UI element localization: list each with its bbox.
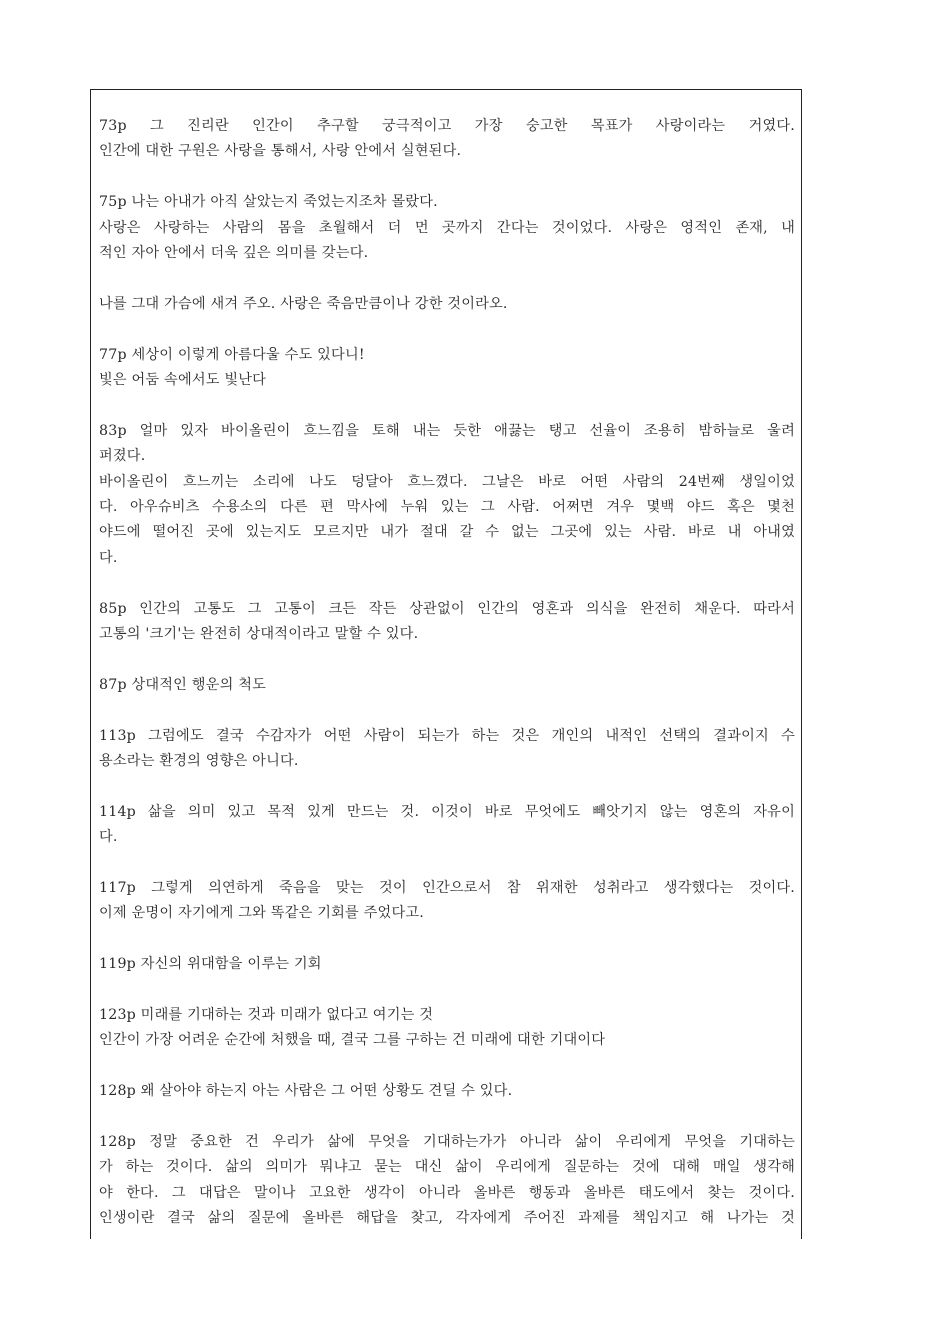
text-line: 인생이란 결국 삶의 질문에 올바른 해답을 찾고, 각자에게 주어진 과제를 책임지고 해 나가는 것	[99, 1210, 795, 1227]
document-body	[99, 114, 795, 1239]
note-paragraph	[99, 952, 795, 977]
note-paragraph	[99, 114, 795, 165]
note-paragraph	[99, 1130, 795, 1232]
text-line: 인간에 대한 구원은 사랑을 통해서, 사랑 안에서 실현된다.	[99, 143, 462, 160]
text-line: 83p 얼마 있자 바이올린이 흐느낌을 토해 내는 듯한 애끓는 탱고 선율이 조용히 밤하늘로 울려	[99, 422, 795, 439]
text-line: 고통의 '크기'는 완전히 상대적이라고 말할 수 있다.	[99, 626, 419, 643]
text-line: 다.	[99, 549, 118, 566]
text-line: 야 한다. 그 대답은 말이나 고요한 생각이 아니라 올바른 행동과 올바른 태도에서 찾는 것이다.	[99, 1184, 795, 1201]
note-paragraph	[99, 597, 795, 648]
text-line: 77p 세상이 이렇게 아름다울 수도 있다니!	[99, 346, 365, 363]
text-line: 87p 상대적인 행운의 척도	[99, 676, 267, 693]
text-line: 73p 그 진리란 인간이 추구할 궁극적이고 가장 숭고한 목표가 사랑이라는 거였다.	[99, 118, 795, 134]
note-paragraph	[99, 724, 795, 775]
text-line: 다.	[99, 829, 118, 846]
note-paragraph	[99, 343, 795, 394]
text-line: 인간이 가장 어려운 순간에 처했을 때, 결국 그를 구하는 건 미래에 대한 기대이다	[99, 1032, 606, 1049]
text-line: 128p 정말 중요한 건 우리가 삶에 무엇을 기대하는가가 아니라 삶이 우리에게 무엇을 기대하는	[99, 1134, 795, 1151]
note-paragraph	[99, 800, 795, 851]
text-line: 바이올린이 흐느끼는 소리에 나도 덩달아 흐느꼈다. 그날은 바로 어떤 사람의 24번째 생일이었	[99, 473, 795, 490]
text-line: 빛은 어둠 속에서도 빛난다	[99, 372, 267, 389]
text-line: 퍼졌다.	[99, 448, 146, 465]
note-paragraph	[99, 190, 795, 266]
text-line: 적인 자아 안에서 더욱 깊은 의미를 갖는다.	[99, 245, 369, 262]
note-paragraph	[99, 419, 795, 571]
text-line: 113p 그럼에도 결국 수감자가 어떤 사람이 되는가 하는 것은 개인의 내적인 선택의 결과이지 수	[99, 727, 795, 744]
note-paragraph	[99, 292, 795, 317]
text-line: 사랑은 사랑하는 사람의 몸을 초월해서 더 먼 곳까지 간다는 것이었다. 사랑은 영적인 존재, 내	[99, 219, 795, 236]
note-paragraph	[99, 1003, 795, 1054]
text-line: 123p 미래를 기대하는 것과 미래가 없다고 여기는 것	[99, 1007, 434, 1024]
note-paragraph	[99, 673, 795, 698]
text-line: 114p 삶을 의미 있고 목적 있게 만드는 것. 이것이 바로 무엇에도 빼앗기지 않는 영혼의 자유이	[99, 803, 795, 820]
text-line: 야드에 떨어진 곳에 있는지도 모르지만 내가 절대 갈 수 없는 그곳에 있는 사람. 바로 내 아내였	[99, 524, 795, 541]
text-line: 가 하는 것이다. 삶의 의미가 뭐냐고 묻는 대신 삶이 우리에게 질문하는 것에 대해 매일 생각해	[99, 1159, 795, 1176]
note-paragraph	[99, 876, 795, 927]
text-line: 다. 아우슈비츠 수용소의 다른 편 막사에 누워 있는 그 사람. 어쩌면 겨우 몇백 야드 혹은 몇천	[99, 499, 795, 516]
text-line: 85p 인간의 고통도 그 고통이 크든 작든 상관없이 인간의 영혼과 의식을 완전히 채운다. 따라서	[99, 600, 795, 617]
text-line: 119p 자신의 위대함을 이루는 기회	[99, 956, 322, 973]
text-line: 나를 그대 가슴에 새겨 주오. 사랑은 죽음만큼이나 강한 것이라오.	[99, 295, 508, 312]
text-line: 이제 운명이 자기에게 그와 똑같은 기회를 주었다고.	[99, 905, 424, 922]
document-page	[90, 89, 802, 1239]
text-line: 용소라는 환경의 영향은 아니다.	[99, 753, 299, 770]
text-line: 128p 왜 살아야 하는지 아는 사람은 그 어떤 상황도 견딜 수 있다.	[99, 1083, 513, 1100]
text-line: 117p 그렇게 의연하게 죽음을 맞는 것이 인간으로서 참 위재한 성취라고 생각했다는 것이다.	[99, 880, 795, 897]
note-paragraph	[99, 1079, 795, 1104]
text-line: 75p 나는 아내가 아직 살았는지 죽었는지조차 몰랐다.	[99, 194, 438, 211]
